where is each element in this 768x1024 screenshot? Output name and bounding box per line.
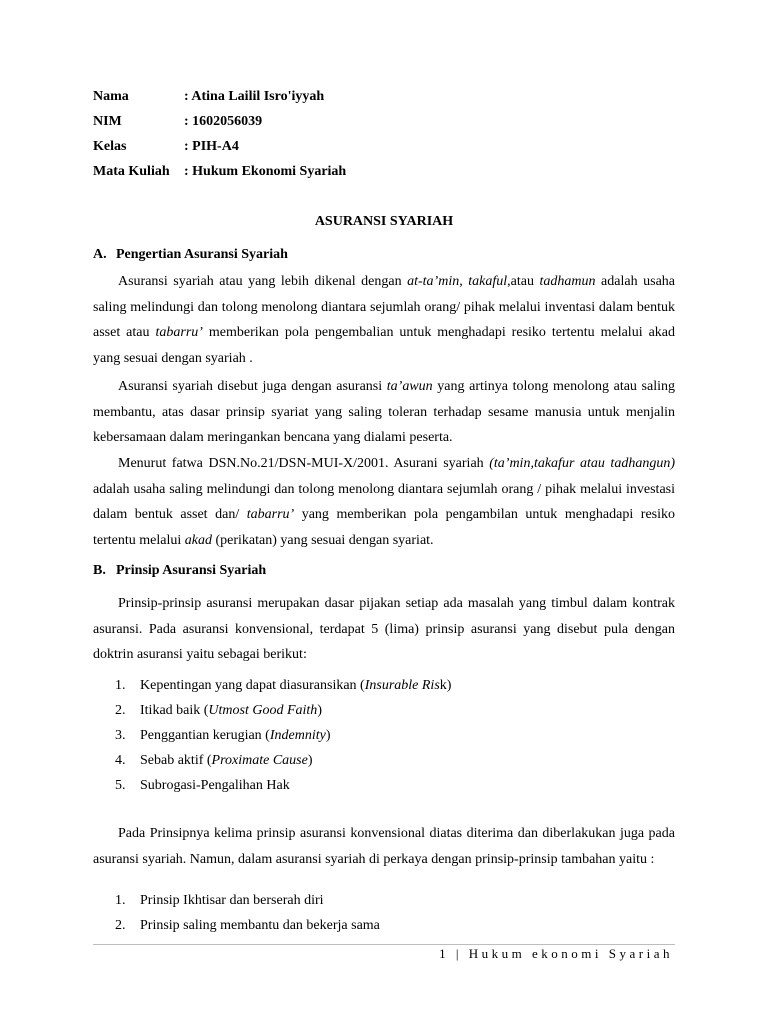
student-nim-row (93, 114, 262, 130)
name-label: Nama (93, 89, 129, 104)
student-name-row (93, 89, 324, 105)
section-b-title: Prinsip Asuransi Syariah (116, 563, 267, 578)
nim-label: NIM (93, 114, 122, 129)
course-label: Mata Kuliah (93, 164, 170, 179)
list-item: 2. Itikad baik (Utmost Good Faith) (115, 703, 322, 718)
page-footer (439, 946, 673, 962)
section-b-paragraph-2: Pada Prinsipnya kelima prinsip asuransi konvensional diatas diterima dan diberlakukan juga pada asuransi syariah. Namun, dalam asuransi syariah di perkaya dengan prinsip-prinsip tambahan yaitu : (93, 826, 675, 867)
list-item: 1. Kepentingan yang dapat diasuransikan (Insurable Risk) (115, 678, 452, 693)
class-value: : PIH-A4 (184, 139, 239, 154)
nim-value: : 1602056039 (184, 114, 263, 129)
section-a-paragraph-3: Menurut fatwa DSN.No.21/DSN-MUI-X/2001. Asurani syariah (ta’min,takafur atau tadhangun) adalah usaha saling melindungi dan tolong menolong diantara sejumlah orang / pihak melalui investasi dalam bentuk asset dan/ tabarru’ yang memberikan pola pengambilan untuk menghadapi resiko tertentu melalui akad (perikatan) yang sesuai dengan syariat. (93, 456, 675, 548)
course-value: : Hukum Ekonomi Syariah (184, 164, 347, 179)
sharia-principles-list (115, 888, 380, 938)
conventional-principles-list (115, 673, 451, 798)
section-b-heading (93, 563, 266, 579)
footer-rule (93, 944, 675, 945)
section-a-paragraph-1: Asuransi syariah atau yang lebih dikenal dengan at-ta’min, takaful,atau tadhamun adalah usaha saling melindungi dan tolong menolong diantara sejumlah orang/ pihak melalui inventasi dalam bentuk asset atau tabarru’ memberikan pola pengembalian untuk menghadapi resiko tertentu melalui akad yang sesuai dengan syariah . (93, 274, 675, 366)
list-item: 3. Penggantian kerugian (Indemnity) (115, 728, 331, 743)
list-item: 4. Sebab aktif (Proximate Cause) (115, 753, 313, 768)
section-a-title: Pengertian Asuransi Syariah (116, 247, 288, 262)
list-item: 1. Prinsip Ikhtisar dan berserah diri (115, 893, 324, 908)
section-a-heading (93, 247, 288, 263)
class-label: Kelas (93, 139, 127, 154)
student-course-row (93, 164, 346, 180)
list-item: 2. Prinsip saling membantu dan bekerja sama (115, 918, 380, 933)
section-b-letter: B. (93, 563, 106, 578)
name-value: : Atina Lailil Isro'iyyah (184, 89, 325, 104)
section-a-paragraph-2: Asuransi syariah disebut juga dengan asuransi ta’awun yang artinya tolong menolong atau saling membantu, atas dasar prinsip syariat yang saling toleran terhadap sesame manusia untuk menjalin kebersamaan dalam meringankan bencana yang dialami peserta. (93, 379, 675, 445)
document-title: ASURANSI SYARIAH (314, 214, 454, 229)
student-class-row (93, 139, 239, 155)
section-b-paragraph-1: Prinsip-prinsip asuransi merupakan dasar pijakan setiap ada masalah yang timbul dalam kontrak asuransi. Pada asuransi konvensional, terdapat 5 (lima) prinsip asuransi yang disebut pula dengan doktrin asuransi yaitu sebagai berikut: (93, 596, 675, 662)
footer-separator: | (449, 946, 469, 961)
list-item: 5. Subrogasi-Pengalihan Hak (115, 778, 290, 793)
section-a-letter: A. (93, 247, 107, 262)
footer-text: Hukum ekonomi Syariah (468, 946, 673, 961)
page-number: 1 (439, 946, 450, 961)
